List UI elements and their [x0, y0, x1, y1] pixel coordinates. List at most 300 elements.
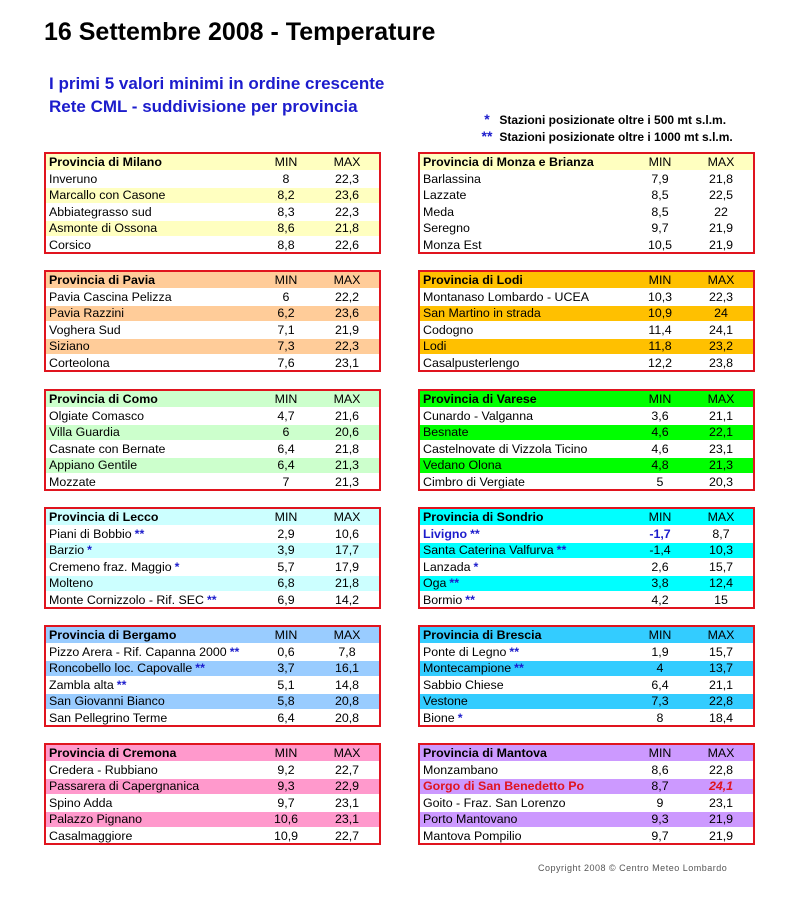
min-value: 9,7 — [277, 795, 295, 810]
table-row — [46, 676, 379, 692]
station-cell — [46, 527, 257, 541]
station-cell — [46, 576, 257, 590]
station-cell — [46, 238, 257, 252]
table-row — [420, 558, 753, 574]
table-row — [420, 542, 753, 558]
max-value: 21,8 — [708, 172, 734, 187]
min-value: 8,5 — [651, 188, 669, 203]
station-name: Sabbio Chiese — [423, 677, 504, 692]
max-value: 24,1 — [708, 779, 734, 794]
station-name: Credera - Rubbiano — [49, 763, 158, 778]
table-row — [46, 591, 379, 607]
station-cell — [46, 425, 257, 439]
max-value: 23,8 — [708, 355, 734, 370]
subtitle-network: Rete CML - suddivisione per provincia — [49, 97, 358, 116]
max-value: 23,6 — [334, 188, 360, 203]
station-cell — [46, 221, 257, 235]
min-value: 10,3 — [647, 290, 673, 305]
table-row — [420, 170, 753, 186]
station-cell — [420, 425, 631, 439]
table-row — [46, 407, 379, 423]
min-value: 4 — [656, 661, 664, 676]
min-value: 6 — [282, 425, 290, 440]
min-value: 11,4 — [648, 322, 672, 337]
province-name: Provincia di Brescia — [423, 628, 542, 643]
altitude-marker: ** — [470, 527, 480, 542]
min-value: 9 — [656, 795, 664, 810]
station-cell — [420, 593, 631, 607]
table-row — [46, 827, 379, 843]
min-value: 0,6 — [277, 645, 295, 660]
station-cell — [46, 694, 257, 708]
table-row — [420, 236, 753, 252]
province-table — [418, 743, 755, 845]
altitude-marker: * — [457, 710, 463, 725]
max-column-header: MAX — [333, 628, 361, 643]
max-column-header: MAX — [333, 392, 361, 407]
station-name: Ponte di Legno — [423, 645, 507, 660]
station-cell — [46, 323, 257, 337]
min-value: -1,4 — [649, 543, 671, 558]
table-row — [46, 709, 379, 725]
station-name: Lanzada — [423, 559, 471, 574]
max-column-header: MAX — [707, 392, 735, 407]
legend-1000m — [478, 128, 733, 144]
station-name: Siziano — [49, 339, 90, 354]
station-cell — [46, 829, 257, 843]
station-name: Lazzate — [423, 188, 467, 203]
station-name: Abbiategrasso sud — [49, 204, 152, 219]
min-value: 7,3 — [277, 339, 295, 354]
max-column-header: MAX — [333, 155, 361, 170]
min-column-header: MIN — [274, 628, 298, 643]
station-cell — [46, 812, 257, 826]
table-row — [46, 542, 379, 558]
province-table — [418, 507, 755, 609]
province-name: Provincia di Bergamo — [49, 628, 177, 643]
table-row — [46, 440, 379, 456]
station-name: Roncobello loc. Capovalle — [49, 661, 193, 676]
legend-text: Stazioni posizionate oltre i 500 mt s.l.m. — [499, 113, 727, 127]
province-table — [44, 625, 381, 727]
station-cell — [420, 238, 631, 252]
min-value: 5,7 — [277, 559, 295, 574]
max-value: 8,7 — [712, 527, 730, 542]
station-name: Palazzo Pignano — [49, 812, 142, 827]
max-value: 21,3 — [334, 474, 360, 489]
min-value: 6,9 — [277, 592, 295, 607]
altitude-marker: ** — [514, 661, 524, 676]
station-name: Marcallo con Casone — [49, 188, 166, 203]
altitude-marker: ** — [116, 677, 127, 692]
station-cell — [420, 442, 631, 456]
min-value: 7,3 — [651, 694, 669, 709]
min-value: 4,6 — [651, 425, 669, 440]
max-value: 22,8 — [708, 763, 734, 778]
max-value: 12,4 — [708, 576, 734, 591]
max-value: 21,9 — [708, 221, 734, 236]
min-value: 6,2 — [277, 306, 295, 321]
station-cell — [420, 339, 631, 353]
station-cell — [46, 796, 257, 810]
station-cell — [46, 205, 257, 219]
station-name: Monte Cornizzolo - Rif. SEC — [49, 592, 204, 607]
station-name: Inveruno — [49, 172, 98, 187]
station-name: Corteolona — [49, 355, 110, 370]
table-row — [46, 288, 379, 304]
min-value: 5 — [656, 474, 664, 489]
min-value: 7,1 — [277, 322, 295, 337]
min-value: 6,4 — [651, 677, 669, 692]
max-value: 7,8 — [338, 645, 356, 660]
station-cell — [46, 409, 257, 423]
station-cell — [420, 458, 631, 472]
province-table — [418, 152, 755, 254]
legend-500m — [478, 111, 726, 127]
station-name: Corsico — [49, 237, 91, 252]
station-name: Pavia Razzini — [49, 306, 125, 321]
max-value: 20,3 — [708, 474, 734, 489]
station-cell — [420, 475, 631, 489]
station-cell — [46, 475, 257, 489]
max-value: 22,3 — [334, 172, 360, 187]
table-header — [46, 509, 379, 525]
max-value: 17,9 — [334, 559, 360, 574]
station-name: Porto Mantovano — [423, 812, 518, 827]
station-cell — [46, 593, 257, 607]
altitude-marker: ** — [509, 645, 520, 660]
max-value: 22,5 — [708, 188, 734, 203]
station-cell — [420, 172, 631, 186]
station-cell — [420, 678, 631, 692]
min-value: 8 — [656, 710, 664, 725]
min-value: 6,4 — [277, 441, 295, 456]
station-name: Pavia Cascina Pelizza — [49, 290, 172, 305]
max-column-header: MAX — [707, 746, 735, 761]
province-name: Provincia di Monza e Brianza — [423, 155, 594, 170]
max-value: 22,6 — [334, 237, 360, 252]
station-cell — [420, 576, 631, 590]
min-value: 11,8 — [648, 339, 672, 354]
province-name: Provincia di Lodi — [423, 273, 523, 288]
table-row — [420, 407, 753, 423]
station-cell — [420, 796, 631, 810]
min-value: 9,7 — [651, 828, 669, 843]
page-title: 16 Settembre 2008 - Temperature — [44, 18, 436, 46]
subtitle-ranking: I primi 5 valori minimi in ordine crescente — [49, 74, 385, 93]
min-column-header: MIN — [648, 746, 672, 761]
max-value: 23,6 — [334, 306, 360, 321]
station-cell — [420, 779, 631, 793]
min-value: 9,3 — [651, 812, 669, 827]
max-value: 22,7 — [334, 763, 360, 778]
min-value: 10,9 — [647, 306, 673, 321]
min-column-header: MIN — [648, 273, 672, 288]
min-value: 6,8 — [277, 576, 295, 591]
min-value: 7,9 — [651, 172, 669, 187]
station-name: San Giovanni Bianco — [49, 694, 165, 709]
station-name: Gorgo di San Benedetto Po — [423, 779, 585, 794]
station-name: Mantova Pompilio — [423, 828, 522, 843]
table-row — [420, 676, 753, 692]
min-value: 12,2 — [647, 355, 673, 370]
table-row — [420, 440, 753, 456]
table-row — [46, 338, 379, 354]
station-name: Bione — [423, 710, 455, 725]
min-value: 4,2 — [651, 592, 669, 607]
table-header — [420, 627, 753, 643]
min-value: 9,7 — [651, 221, 669, 236]
station-name: Seregno — [423, 221, 470, 236]
station-cell — [46, 339, 257, 353]
min-column-header: MIN — [648, 628, 672, 643]
table-row — [46, 525, 379, 541]
min-value: 10,5 — [647, 237, 673, 252]
table-row — [420, 338, 753, 354]
station-name: San Pellegrino Terme — [49, 710, 168, 725]
max-value: 23,1 — [334, 812, 360, 827]
province-name: Provincia di Pavia — [49, 273, 156, 288]
table-row — [420, 203, 753, 219]
min-value: 3,8 — [651, 576, 669, 591]
station-cell — [420, 694, 631, 708]
min-value: 6,4 — [277, 458, 295, 473]
max-value: 16,1 — [334, 661, 360, 676]
max-value: 21,9 — [708, 828, 734, 843]
station-cell — [420, 188, 631, 202]
min-value: 10,9 — [273, 828, 299, 843]
max-value: 23,1 — [334, 355, 360, 370]
max-value: 23,1 — [708, 795, 734, 810]
station-name: Voghera Sud — [49, 322, 121, 337]
station-cell — [420, 323, 631, 337]
table-row — [46, 236, 379, 252]
max-value: 20,8 — [334, 694, 360, 709]
station-cell — [420, 560, 631, 574]
province-name: Provincia di Lecco — [49, 510, 159, 525]
altitude-marker: ** — [465, 592, 475, 607]
max-value: 22,3 — [708, 290, 734, 305]
station-cell — [420, 290, 631, 304]
table-header — [46, 391, 379, 407]
table-row — [46, 170, 379, 186]
station-name: Vedano Olona — [423, 458, 502, 473]
max-value: 21,8 — [334, 441, 360, 456]
station-name: Casalmaggiore — [49, 828, 133, 843]
station-cell — [420, 543, 631, 557]
max-value: 10,6 — [334, 527, 360, 542]
station-cell — [46, 290, 257, 304]
max-column-header: MAX — [707, 155, 735, 170]
table-row — [420, 591, 753, 607]
station-name: Besnate — [423, 425, 469, 440]
min-value: 9,2 — [277, 763, 295, 778]
table-row — [46, 811, 379, 827]
table-row — [420, 187, 753, 203]
min-column-header: MIN — [274, 510, 298, 525]
min-value: 8,5 — [651, 204, 669, 219]
table-row — [46, 575, 379, 591]
min-value: 8,6 — [651, 763, 669, 778]
min-column-header: MIN — [274, 392, 298, 407]
table-row — [46, 660, 379, 676]
max-value: 23,1 — [708, 441, 734, 456]
table-row — [420, 220, 753, 236]
station-name: Vestone — [423, 694, 468, 709]
province-table — [44, 389, 381, 491]
station-name: Oga — [423, 576, 447, 591]
station-name: Monza Est — [423, 237, 482, 252]
station-cell — [420, 711, 631, 725]
min-value: -1,7 — [649, 527, 671, 542]
max-value: 22,2 — [334, 290, 360, 305]
altitude-marker: * — [87, 543, 92, 558]
station-name: Codogno — [423, 322, 474, 337]
station-name: Zambla alta — [49, 677, 114, 692]
station-name: Piani di Bobbio — [49, 527, 132, 542]
max-column-header: MAX — [707, 510, 735, 525]
min-value: 4,6 — [651, 441, 669, 456]
table-row — [420, 473, 753, 489]
min-value: 3,6 — [651, 409, 669, 424]
table-row — [46, 187, 379, 203]
station-name: Molteno — [49, 576, 94, 591]
table-row — [46, 473, 379, 489]
min-value: 1,9 — [651, 645, 669, 660]
altitude-marker: ** — [229, 645, 240, 660]
station-cell — [420, 221, 631, 235]
max-column-header: MAX — [707, 628, 735, 643]
max-value: 10,3 — [708, 543, 734, 558]
province-name: Provincia di Sondrio — [423, 510, 544, 525]
station-cell — [46, 661, 257, 675]
max-value: 22,1 — [708, 425, 734, 440]
station-name: Villa Guardia — [49, 425, 120, 440]
min-value: 4,7 — [277, 409, 295, 424]
max-column-header: MAX — [707, 273, 735, 288]
max-value: 15 — [714, 592, 728, 607]
table-row — [420, 424, 753, 440]
altitude-marker: ** — [556, 543, 567, 558]
station-cell — [420, 356, 631, 370]
max-value: 21,8 — [334, 576, 360, 591]
station-cell — [46, 645, 257, 659]
province-name: Provincia di Cremona — [49, 746, 177, 761]
max-value: 18,4 — [708, 710, 734, 725]
min-column-header: MIN — [274, 273, 298, 288]
min-value: 5,8 — [277, 694, 295, 709]
altitude-marker: ** — [206, 592, 217, 607]
station-name: Appiano Gentile — [49, 458, 138, 473]
station-name: Lodi — [423, 339, 447, 354]
table-row — [420, 778, 753, 794]
max-value: 17,7 — [334, 543, 360, 558]
max-column-header: MAX — [333, 273, 361, 288]
min-value: 8,2 — [277, 188, 295, 203]
station-cell — [46, 543, 257, 557]
min-value: 10,6 — [273, 812, 299, 827]
max-value: 21,9 — [334, 322, 360, 337]
max-value: 22,3 — [334, 204, 360, 219]
min-value: 7,6 — [277, 355, 295, 370]
table-row — [420, 575, 753, 591]
table-header — [420, 272, 753, 288]
table-row — [46, 305, 379, 321]
table-row — [420, 643, 753, 659]
station-name: Montanaso Lombardo - UCEA — [423, 290, 589, 305]
station-name: Meda — [423, 204, 454, 219]
max-value: 13,7 — [708, 661, 734, 676]
max-value: 21,3 — [334, 458, 360, 473]
station-name: Pizzo Arera - Rif. Capanna 2000 — [49, 645, 227, 660]
station-name: Passarera di Capergnanica — [49, 779, 200, 794]
province-name: Provincia di Milano — [49, 155, 162, 170]
station-name: Montecampione — [423, 661, 512, 676]
min-column-header: MIN — [648, 510, 672, 525]
min-value: 6,4 — [277, 710, 295, 725]
station-name: Barlassina — [423, 172, 481, 187]
station-cell — [420, 527, 631, 541]
table-row — [420, 827, 753, 843]
station-name: Livigno — [423, 527, 468, 542]
station-cell — [46, 172, 257, 186]
max-value: 21,3 — [708, 458, 734, 473]
table-row — [46, 457, 379, 473]
max-value: 20,6 — [334, 425, 360, 440]
station-name: Barzio — [49, 543, 85, 558]
station-cell — [420, 763, 631, 777]
station-cell — [46, 678, 257, 692]
province-table — [418, 625, 755, 727]
altitude-marker: ** — [134, 527, 145, 542]
station-name: Cunardo - Valganna — [423, 409, 533, 424]
province-table — [418, 389, 755, 491]
station-cell — [420, 306, 631, 320]
province-table — [44, 507, 381, 609]
table-header — [420, 154, 753, 170]
station-name: Asmonte di Ossona — [49, 221, 158, 236]
max-value: 22,3 — [334, 339, 360, 354]
station-name: Santa Caterina Valfurva — [423, 543, 554, 558]
min-value: 8 — [282, 172, 290, 187]
altitude-marker: * — [473, 559, 479, 574]
min-value: 9,3 — [277, 779, 295, 794]
table-header — [46, 745, 379, 761]
max-value: 21,1 — [708, 677, 734, 692]
table-row — [420, 305, 753, 321]
min-value: 5,1 — [277, 677, 295, 692]
max-column-header: MAX — [333, 510, 361, 525]
max-value: 24,1 — [708, 322, 734, 337]
station-name: Monzambano — [423, 763, 499, 778]
table-row — [420, 321, 753, 337]
province-name: Provincia di Como — [49, 392, 158, 407]
min-column-header: MIN — [648, 392, 672, 407]
province-table — [44, 743, 381, 845]
max-column-header: MAX — [333, 746, 361, 761]
table-header — [420, 745, 753, 761]
max-value: 14,2 — [334, 592, 360, 607]
station-name: Casnate con Bernate — [49, 441, 166, 456]
table-row — [46, 354, 379, 370]
table-row — [46, 321, 379, 337]
altitude-marker: * — [174, 559, 180, 574]
station-name: Spino Adda — [49, 795, 113, 810]
max-value: 22,9 — [334, 779, 360, 794]
station-cell — [46, 779, 257, 793]
min-value: 2,9 — [277, 527, 295, 542]
max-value: 23,2 — [708, 339, 734, 354]
